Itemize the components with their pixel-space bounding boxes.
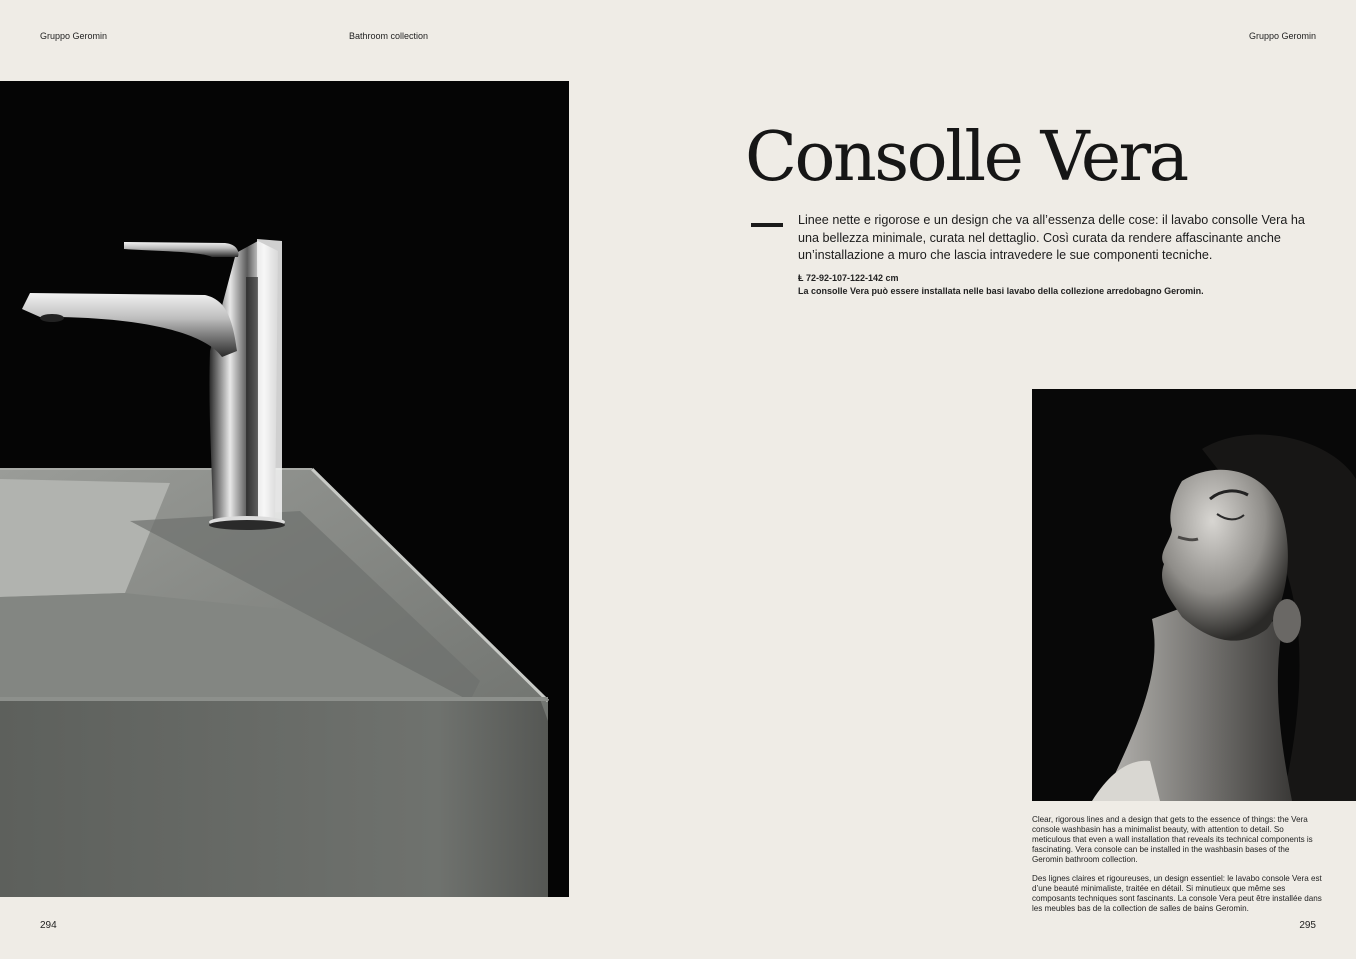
- woman-portrait-photo: [1032, 389, 1356, 801]
- installation-note: La consolle Vera può essere installata nelle basi lavabo della collezione arredobagno Geromin.: [798, 286, 1204, 296]
- page-number-left: 294: [40, 920, 57, 931]
- header-brand-left: Gruppo Geromin: [40, 31, 108, 41]
- caption-french: Des lignes claires et rigoureuses, un design essentiel: le lavabo console Vera est d’une beauté minimaliste, traitée en détail. Si minutieux que même ses composants techniques sont fascinants. La console Vera peut être installée dans les meubles bas de la collection de salles de bains Geromin.: [1032, 874, 1322, 913]
- caption-english: Clear, rigorous lines and a design that gets to the essence of things: the Vera console washbasin has a minimalist beauty, with attention to detail. So meticulous that even a wall installation that reveals its technical components is fascinating. Vera console can be installed in the washbasin bases of the Geromin bathroom collection.: [1032, 815, 1313, 864]
- product-title: Consolle Vera: [745, 118, 1187, 197]
- intro-dash: [751, 223, 783, 227]
- intro-text: Linee nette e rigorose e un design che va all’essenza delle cose: il lavabo consolle Vera ha una bellezza minimale, curata nel dettaglio. Così curata da rendere affascinante anche un’installazione a muro che lascia intravedere le sue componenti tecniche.: [798, 213, 1305, 262]
- header-section: Bathroom collection: [349, 31, 429, 41]
- page-number-right: 295: [1299, 920, 1316, 931]
- faucet-washbasin-photo: [0, 81, 569, 897]
- header-brand-right: Gruppo Geromin: [1248, 31, 1316, 41]
- product-dimensions: Ⱡ 72-92-107-122-142 cm: [798, 273, 899, 283]
